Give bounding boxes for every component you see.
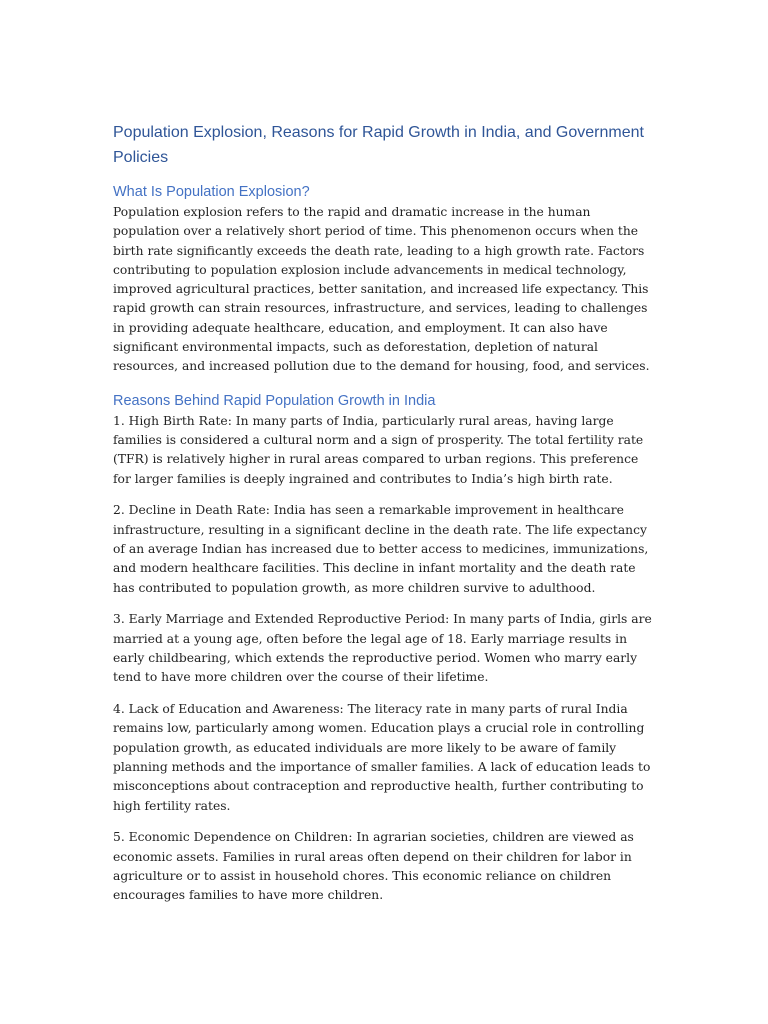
- paragraph: 4. Lack of Education and Awareness: The literacy rate in many parts of rural India remains low, particularly among women. Education plays a crucial role in controlling population growth, as educated individuals are more likely to be aware of family planning methods and the importance of smaller families. A lack of education leads to misconceptions about contraception and reproductive health, further contributing to high fertility rates.: [113, 702, 651, 813]
- paragraph: 2. Decline in Death Rate: India has seen a remarkable improvement in healthcare infrastructure, resulting in a significant decline in the death rate. The life expectancy of an average Indian has increased due to better access to medicines, immunizations, and modern healthcare facilities. This decline in infant mortality and the death rate has contributed to population growth, as more children survive to adulthood.: [113, 503, 649, 595]
- paragraph: 5. Economic Dependence on Children: In agrarian societies, children are viewed as economic assets. Families in rural areas often depend on their children for labor in agriculture or to assist in household chores. This economic reliance on children encourages families to have more children.: [113, 830, 634, 903]
- document-title: Population Explosion, Reasons for Rapid Growth in India, and Government Policies: [113, 124, 644, 166]
- paragraph: Population explosion refers to the rapid and dramatic increase in the human population over a relatively short period of time. This phenomenon occurs when the birth rate significantly exceeds the death rate, leading to a high growth rate. Factors contributing to population explosion include advancements in medical technology, improved agricultural practices, better sanitation, and increased life expectancy. This rapid growth can strain resources, infrastructure, and services, leading to challenges in providing adequate healthcare, education, and employment. It can also have significant environmental impacts, such as deforestation, depletion of natural resources, and increased pollution due to the demand for housing, food, and services.: [113, 205, 650, 374]
- section-heading: Reasons Behind Rapid Population Growth in India: [113, 392, 436, 409]
- paragraph: 3. Early Marriage and Extended Reproductive Period: In many parts of India, girls are married at a young age, often before the legal age of 18. Early marriage results in early childbearing, which extends the reproductive period. Women who marry early tend to have more children over the course of their lifetime.: [113, 612, 652, 685]
- document-page: [113, 120, 658, 920]
- paragraph: 1. High Birth Rate: In many parts of India, particularly rural areas, having large families is considered a cultural norm and a sign of prosperity. The total fertility rate (TFR) is relatively higher in rural areas compared to urban regions. This preference for larger families is deeply ingrained and contributes to India’s high birth rate.: [113, 413, 644, 486]
- section-population-explosion: [113, 182, 658, 377]
- section-reasons-growth: [113, 391, 658, 906]
- section-heading: What Is Population Explosion?: [113, 184, 310, 200]
